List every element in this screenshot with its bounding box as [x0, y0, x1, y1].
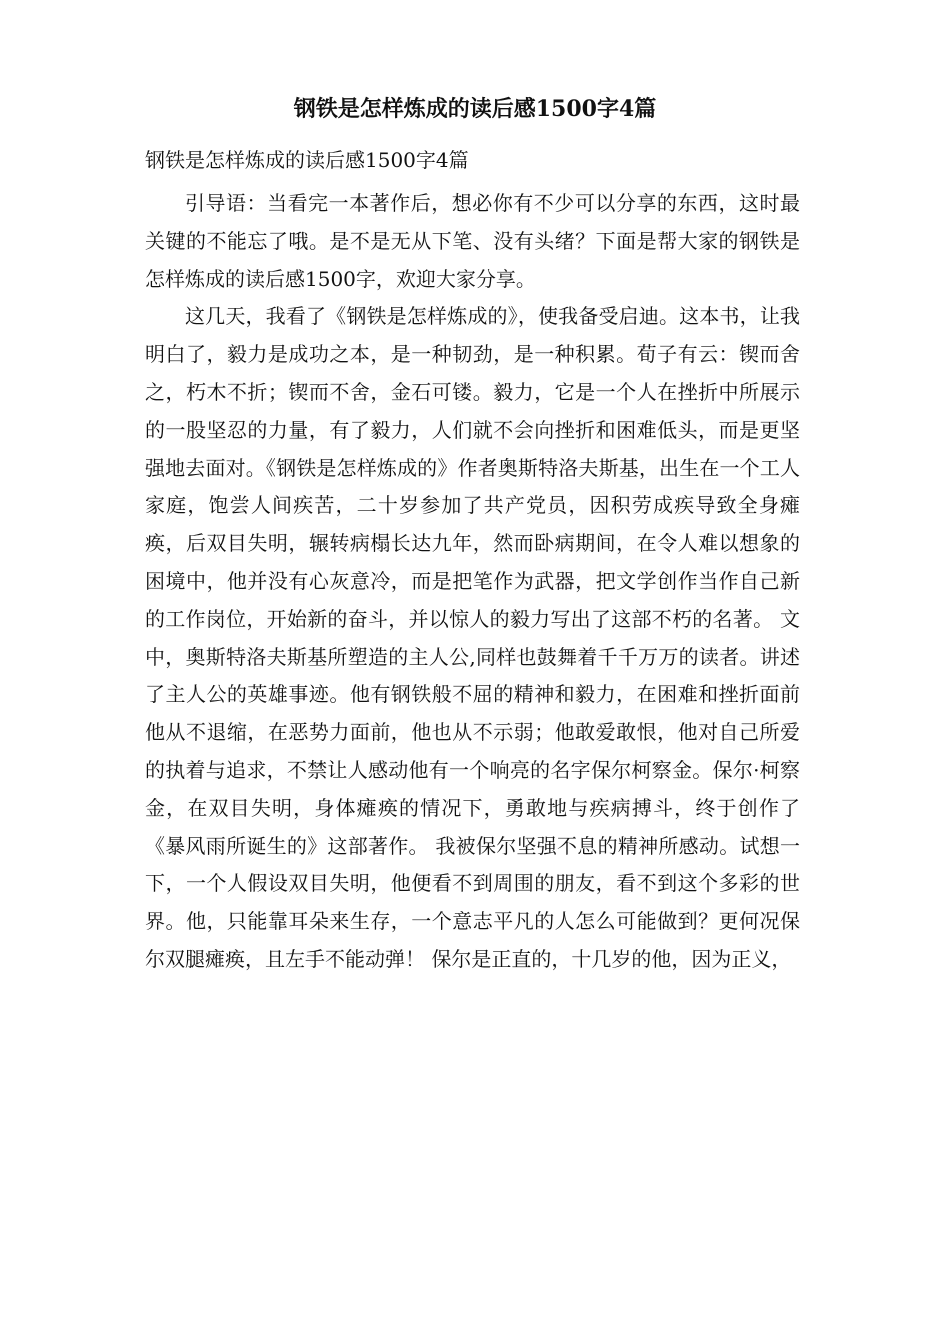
document-body [145, 185, 800, 979]
intro-paragraph: 引导语：当看完一本著作后，想必你有不少可以分享的东西，这时最关键的不能忘了哦。是不是无从下笔、没有头绪？下面是帮大家的钢铁是怎样炼成的读后感1500字，欢迎大家分享。 [145, 191, 800, 291]
document-subtitle: 钢铁是怎样炼成的读后感1500字4篇 [145, 148, 469, 172]
document-title: 钢铁是怎样炼成的读后感1500字4篇 [293, 96, 657, 122]
body-paragraph: 这几天，我看了《钢铁是怎样炼成的》，使我备受启迪。这本书，让我明白了，毅力是成功之本，是一种韧劲，是一种积累。荀子有云：锲而舍之，朽木不折；锲而不舍，金石可镂。毅力，它是一个人在挫折中所展示的一股坚忍的力量，有了毅力，人们就不会向挫折和困难低头，而是更坚强地去面对。《钢铁是怎样炼成的》作者奥斯特洛夫斯基，出生在一个工人家庭，饱尝人间疾苦，二十岁参加了共产党员，因积劳成疾导致全身瘫痪，后双目失明，辗转病榻长达九年，然而卧病期间，在令人难以想象的困境中，他并没有心灰意冷，而是把笔作为武器，把文学创作当作自己新的工作岗位，开始新的奋斗，并以惊人的毅力写出了这部不朽的名著。 文中，奥斯特洛夫斯基所塑造的主人公,同样也鼓舞着千千万万的读者。讲述了主人公的英雄事迹。他有钢铁般不屈的精神和毅力，在困难和挫折面前他从不退缩，在恶势力面前，他也从不示弱；他敢爱敢恨，他对自己所爱的执着与追求，不禁让人感动他有一个响亮的名字保尔柯察金。保尔·柯察金，在双目失明，身体瘫痪的情况下，勇敢地与疾病搏斗，终于创作了《暴风雨所诞生的》这部著作。 我被保尔坚强不息的精神所感动。试想一下，一个人假设双目失明，他便看不到周围的朋友，看不到这个多彩的世界。他，只能靠耳朵来生存，一个意志平凡的人怎么可能做到？更何况保尔双腿瘫痪，且左手不能动弹！ 保尔是正直的，十几岁的他，因为正义， [145, 304, 800, 971]
